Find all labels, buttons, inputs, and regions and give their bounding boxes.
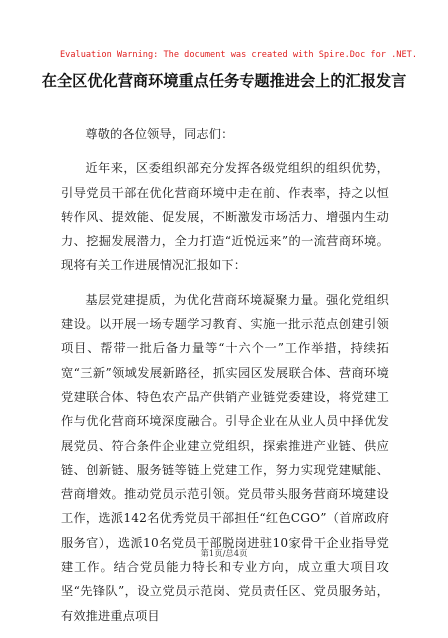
greeting-line: 尊敬的各位领导，同志们： [85,127,234,141]
page-footer: 第1页/总4页 [200,548,248,558]
document-title: 在全区优化营商环境重点任务专题推进会上的汇报发言 [41,72,407,90]
body-paragraph-1: 近年来，区委组织部充分发挥各级党组织的组织优势，引导党员干部在优化营商环境中走在前、作表率，持之以恒转作风、提效能、促发展，不断激发市场活力、增强内生动力、挖掘发展潜力，全力打造“近悦远来”的一流营商环境。现将有关工作进展情况汇报如下： [61,161,389,273]
evaluation-warning: Evaluation Warning: The document was created with Spire.Doc for .NET. [60,50,417,60]
document-body [61,122,389,638]
body-paragraph-2: 基层党建提质，为优化营商环境凝聚力量。强化党组织建设。以开展一场专题学习教育、实施一批示范点创建引领项目、帮带一批后备力量等“十六个一”工作举措，持续拓宽“三新”领域发展新路径，抓实园区发展联合体、营商环境党建联合体、特色农产品产供销产业链党委建设，将党建工作与优化营商环境深度融合。引导企业在从业人员中择优发展党员、符合条件企业建立党组织，探索推进产业链、供应链、创新链、服务链等链上党建工作，努力实现党建赋能、营商增效。推动党员示范引领。党员带头服务营商环境建设工作，选派142名优秀党员干部担任“红色CGO”（首席政府服务官），选派10名党员干部脱岗进驻10家骨干企业指导党建工作。结合党员能力特长和专业方向，成立重大项目攻坚“先锋队”，设立党员示范岗、党员责任区、党员服务站，有效推进重点项目 [61,292,389,623]
